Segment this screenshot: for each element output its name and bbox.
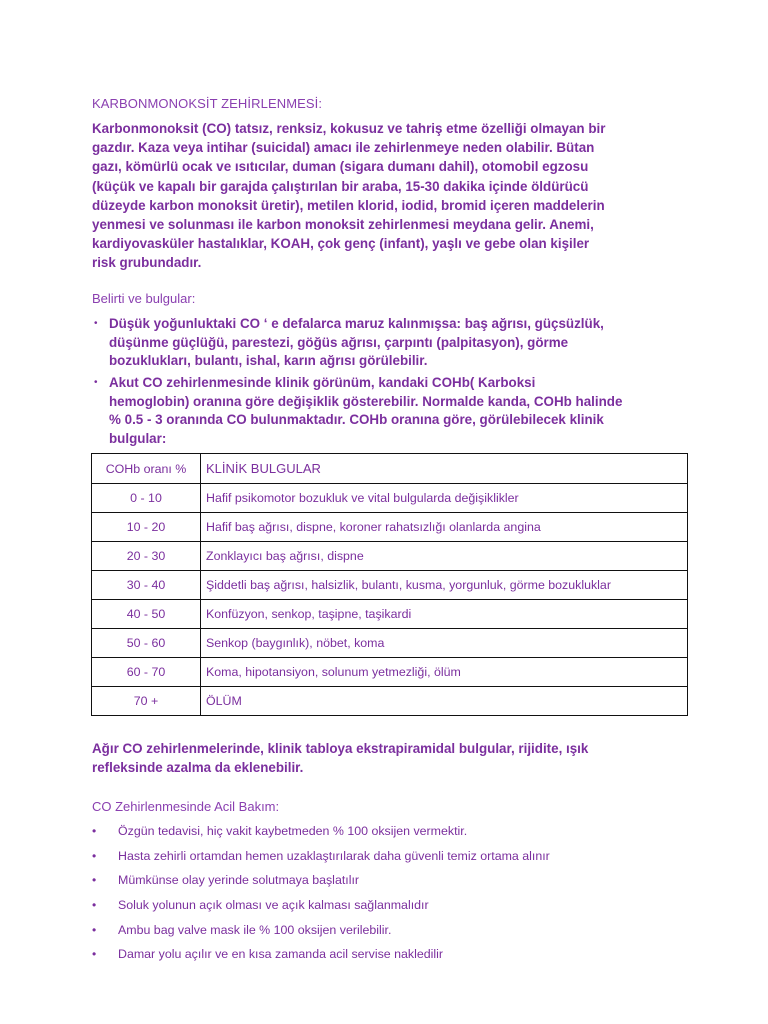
bullet-text — [109, 315, 692, 371]
list-item-text: Soluk yolunun açık olması ve açık kalması sağlanmalıdır — [118, 898, 429, 913]
cohb-range-cell: 70 + — [92, 687, 201, 716]
bullet-line: bozuklukları, bulantı, ishal, karın ağrısı görülebilir. — [109, 353, 428, 369]
list-item-text: Damar yolu açılır ve en kısa zamanda acil servise nakledilir — [118, 947, 444, 962]
list-item — [92, 921, 692, 946]
list-item — [92, 896, 692, 921]
finding-cell: ÖLÜM — [201, 687, 688, 716]
emergency-care-list — [92, 822, 692, 970]
list-item-text: Hasta zehirli ortamdan hemen uzaklaştırılarak daha güvenli temiz ortama alınır — [118, 848, 550, 863]
document-heading: KARBONMONOKSİT ZEHİRLENMESİ: — [92, 96, 323, 111]
list-item-text: Mümkünse olay yerinde solutmaya başlatılır — [118, 873, 360, 888]
note-line: Ağır CO zehirlenmelerinde, klinik tabloya ekstrapiramidal bulgular, rijidite, ışık — [92, 741, 589, 756]
cohb-range-cell: 10 - 20 — [92, 513, 201, 542]
severe-poisoning-note — [92, 739, 692, 777]
cohb-range-cell: 20 - 30 — [92, 542, 201, 571]
table-row — [92, 513, 688, 542]
bullet-line: Akut CO zehirlenmesinde klinik görünüm, kandaki COHb( Karboksi — [109, 375, 536, 390]
finding-cell: Hafif psikomotor bozukluk ve vital bulgularda değişiklikler — [201, 484, 688, 513]
symptoms-heading: Belirti ve bulgular: — [92, 291, 196, 306]
bullet-icon: • — [92, 873, 97, 888]
bullet-line: % 0.5 - 3 oranında CO bulunmaktadır. COHb oranına göre, görülebilecek klinik — [109, 412, 604, 428]
bullet-icon: • — [92, 848, 97, 863]
bullet-icon: • — [92, 898, 97, 913]
table-header-row — [92, 454, 688, 484]
symptom-bullet-low-exposure — [92, 315, 692, 371]
intro-paragraph — [92, 119, 692, 273]
bullet-icon: • — [94, 377, 98, 388]
intro-line: risk grubundadır. — [92, 255, 202, 271]
intro-line: Karbonmonoksit (CO) tatsız, renksiz, kokusuz ve tahriş etme özelliği olmayan bir — [92, 121, 606, 136]
bullet-icon: • — [92, 922, 97, 937]
bullet-text — [109, 374, 692, 448]
finding-cell: Şiddetli baş ağrısı, halsizlik, bulantı, kusma, yorgunluk, görme bozukluklar — [201, 571, 688, 600]
cohb-range-cell: 60 - 70 — [92, 658, 201, 687]
bullet-icon: • — [92, 947, 97, 962]
list-item — [92, 822, 692, 847]
cohb-findings-table — [91, 453, 688, 716]
bullet-icon: • — [92, 824, 97, 838]
list-item — [92, 871, 692, 896]
bullet-line: hemoglobin) oranına göre değişiklik gösterebilir. Normalde kanda, COHb halinde — [109, 393, 623, 409]
finding-cell: Hafif baş ağrısı, dispne, koroner rahatsızlığı olanlarda angina — [201, 513, 688, 542]
cohb-range-cell: 50 - 60 — [92, 629, 201, 658]
list-item — [92, 945, 692, 970]
intro-line: düzeyde karbon monoksit üretir), metilen klorid, iodid, bromid içeren maddelerin — [92, 197, 605, 213]
finding-cell: Zonklayıcı baş ağrısı, dispne — [201, 542, 688, 571]
table-row — [92, 629, 688, 658]
table-row — [92, 571, 688, 600]
cohb-range-cell: 30 - 40 — [92, 571, 201, 600]
bullet-icon: • — [94, 318, 98, 329]
cohb-range-cell: 40 - 50 — [92, 600, 201, 629]
table-row — [92, 687, 688, 716]
intro-line: (küçük ve kapalı bir garajda çalıştırılan bir araba, 15-30 dakika içinde öldürücü — [92, 178, 589, 194]
intro-line: yenmesi ve solunması ile karbon monoksit zehirlenmesi meydana gelir. Anemi, — [92, 217, 594, 233]
header-clinical-findings: KLİNİK BULGULAR — [201, 454, 688, 484]
finding-cell: Konfüzyon, senkop, taşipne, taşikardi — [201, 600, 688, 629]
symptom-bullet-acute — [92, 374, 692, 448]
bullet-line: düşünme güçlüğü, parestezi, göğüs ağrısı, çarpıntı (palpitasyon), görme — [109, 334, 569, 350]
intro-line: gazı, kömürlü ocak ve ısıtıcılar, duman (sigara dumanı dahil), otomobil egzosu — [92, 159, 589, 175]
table-row — [92, 658, 688, 687]
cohb-range-cell: 0 - 10 — [92, 484, 201, 513]
finding-cell: Koma, hipotansiyon, solunum yetmezliği, ölüm — [201, 658, 688, 687]
list-item-text: Ambu bag valve mask ile % 100 oksijen verilebilir. — [118, 922, 392, 937]
list-item — [92, 847, 692, 872]
emergency-care-heading: CO Zehirlenmesinde Acil Bakım: — [92, 799, 280, 814]
header-cohb-rate: COHb oranı % — [92, 454, 201, 484]
note-line: refleksinde azalma da eklenebilir. — [92, 760, 304, 775]
intro-line: gazdır. Kaza veya intihar (suicidal) amacı ile zehirlenmeye neden olabilir. Bütan — [92, 140, 595, 156]
table-row — [92, 600, 688, 629]
list-item-text: Özgün tedavisi, hiç vakit kaybetmeden % 100 oksijen vermektir. — [118, 824, 468, 838]
table-row — [92, 484, 688, 513]
bullet-line: Düşük yoğunluktaki CO ‘ e defalarca maruz kalınmışsa: baş ağrısı, güçsüzlük, — [109, 316, 604, 331]
table-row — [92, 542, 688, 571]
bullet-line: bulgular: — [109, 430, 167, 446]
intro-line: kardiyovasküler hastalıklar, KOAH, çok genç (infant), yaşlı ve gebe olan kişiler — [92, 236, 590, 252]
finding-cell: Senkop (baygınlık), nöbet, koma — [201, 629, 688, 658]
